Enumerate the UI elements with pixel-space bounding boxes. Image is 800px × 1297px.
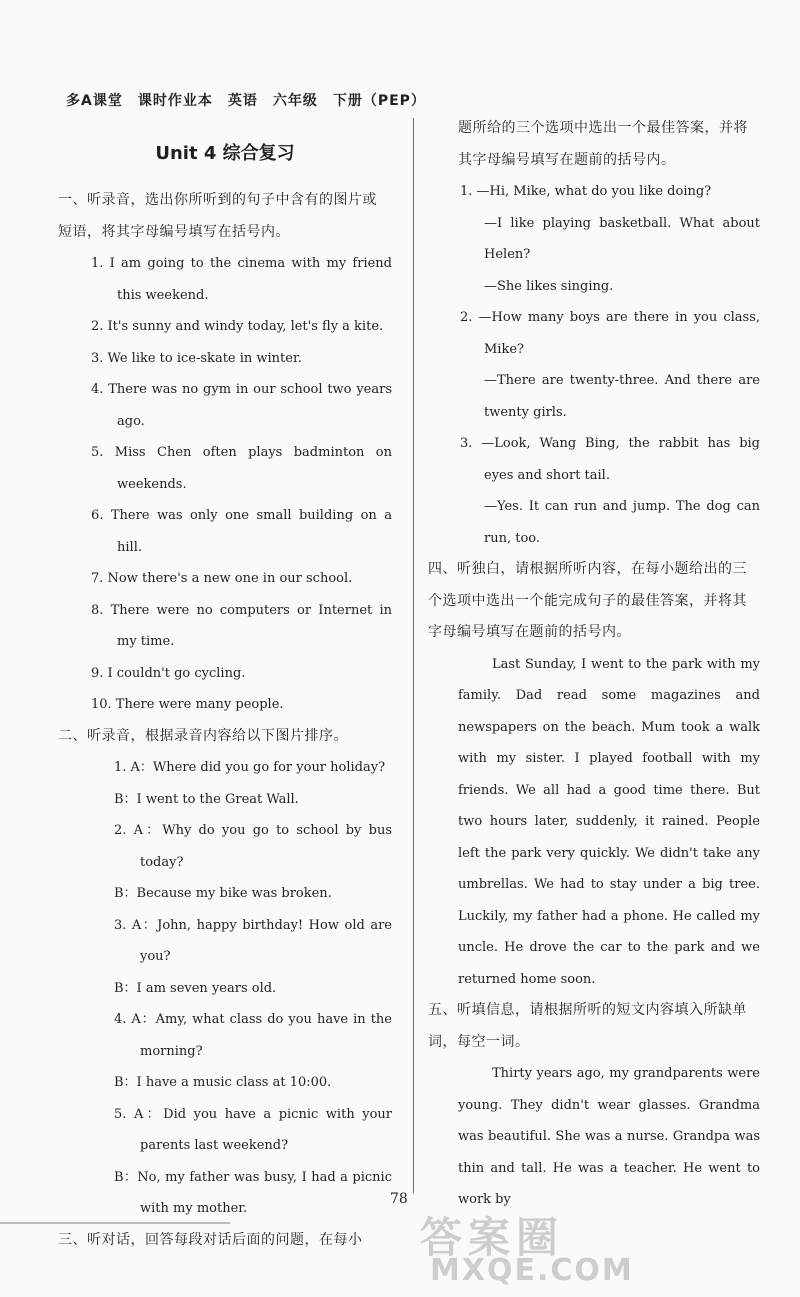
dialog-line: 1. —Hi, Mike, what do you like doing? xyxy=(460,184,712,199)
bottom-rule xyxy=(0,1222,230,1224)
dialog-line-b: B：I am seven years old. xyxy=(114,980,277,996)
list-item: 3. We like to ice-skate in winter. xyxy=(91,350,302,366)
dialog-line: —She likes singing. xyxy=(484,278,614,294)
dialog-line-b: B：I went to the Great Wall. xyxy=(114,791,299,807)
list-item: 5. Miss Chen often plays badminton on weekends. xyxy=(91,445,392,492)
dialog-line: 2. —How many boys are there in you class, Mike? xyxy=(460,310,760,357)
section-4-heading: 四、听独白，请根据所听内容，在每小题给出的三个选项中选出一个能完成句子的最佳答案，并将其字母编号填写在题前的括号内。 xyxy=(428,561,747,640)
section-3-dialogs xyxy=(428,176,760,554)
list-item: 8. There were no computers or Internet in my time. xyxy=(91,602,392,649)
dialog-line: —There are twenty-three. And there are twenty girls. xyxy=(484,373,760,420)
watermark-logo xyxy=(420,1205,790,1290)
dialog-line-b: B：I have a music class at 10:00. xyxy=(114,1075,332,1090)
dialog-line-b: B：Because my bike was broken. xyxy=(114,886,332,901)
column-divider xyxy=(413,118,414,1193)
dialog-line: 3. —Look, Wang Bing, the rabbit has big eyes and short tail. xyxy=(460,436,760,483)
list-item: 9. I couldn't go cycling. xyxy=(91,665,246,681)
dialog-line: —I like playing basketball. What about Helen? xyxy=(484,215,760,262)
section-5-passage: Thirty years ago, my grandparents were young. They didn't wear glasses. Grandma was beautiful. She was a nurse. Grandpa was thin and tall. He was a teacher. He went to work by xyxy=(458,1066,760,1207)
watermark-text: 答案圈 xyxy=(420,1213,565,1262)
section-3-heading: 三、听对话，回答每段对话后面的问题，在每小 xyxy=(58,1231,363,1248)
section-5-heading: 五、听填信息，请根据所听的短文内容填入所缺单词，每空一词。 xyxy=(428,1002,747,1050)
dialog-line-a: 3. A：John, happy birthday! How old are you? xyxy=(114,917,392,964)
dialog-line-a: 1. A：Where did you go for your holiday? xyxy=(114,760,386,775)
section-2-heading: 二、听录音，根据录音内容给以下图片排序。 xyxy=(58,727,348,744)
section-4-passage: Last Sunday, I went to the park with my family. Dad read some magazines and newspapers on the beach. Mum took a walk with my sister. I played football with my friends. We all had a good time there. But two hours later, suddenly, it rained. People left the park very quickly. We didn't take any umbrellas. We had to stay under a big tree. Luckily, my father had a phone. He called my uncle. He drove the car to the park and we returned home soon. xyxy=(458,656,760,987)
list-item: 4. There was no gym in our school two years ago. xyxy=(91,382,392,429)
list-item: 2. It's sunny and windy today, let's fly a kite. xyxy=(91,319,384,334)
unit-title: Unit 4 综合复习 xyxy=(155,143,295,164)
list-item: 10. There were many people. xyxy=(91,697,284,712)
list-item: 1. I am going to the cinema with my friend this weekend. xyxy=(91,256,392,303)
section-1-heading: 一、听录音，选出你所听到的句子中含有的图片或短语，将其字母编号填写在括号内。 xyxy=(58,192,377,240)
dialog-line-a: 4. A：Amy, what class do you have in the morning? xyxy=(114,1012,392,1059)
watermark-url: MXQE.COM xyxy=(430,1253,634,1288)
book-header: 多A课堂 课时作业本 英语 六年级 下册（PEP） xyxy=(66,93,426,109)
list-item: 7. Now there's a new one in our school. xyxy=(91,571,353,586)
left-column xyxy=(58,135,392,1256)
dialog-line-a: 5. A：Did you have a picnic with your parents last weekend? xyxy=(114,1106,392,1153)
page-number: 78 xyxy=(390,1191,408,1207)
dialog-line-b: B：No, my father was busy, I had a picnic with my mother. xyxy=(114,1169,392,1216)
dialog-line: —Yes. It can run and jump. The dog can run, too. xyxy=(484,499,760,546)
right-column xyxy=(428,113,760,1216)
section-3-heading-continued: 题所给的三个选项中选出一个最佳答案，并将其字母编号填写在题前的括号内。 xyxy=(458,120,748,168)
section-1-list xyxy=(58,248,392,721)
section-2-list xyxy=(58,752,392,1225)
dialog-line-a: 2. A：Why do you go to school by bus today? xyxy=(114,823,392,870)
list-item: 6. There was only one small building on a hill. xyxy=(91,508,392,555)
